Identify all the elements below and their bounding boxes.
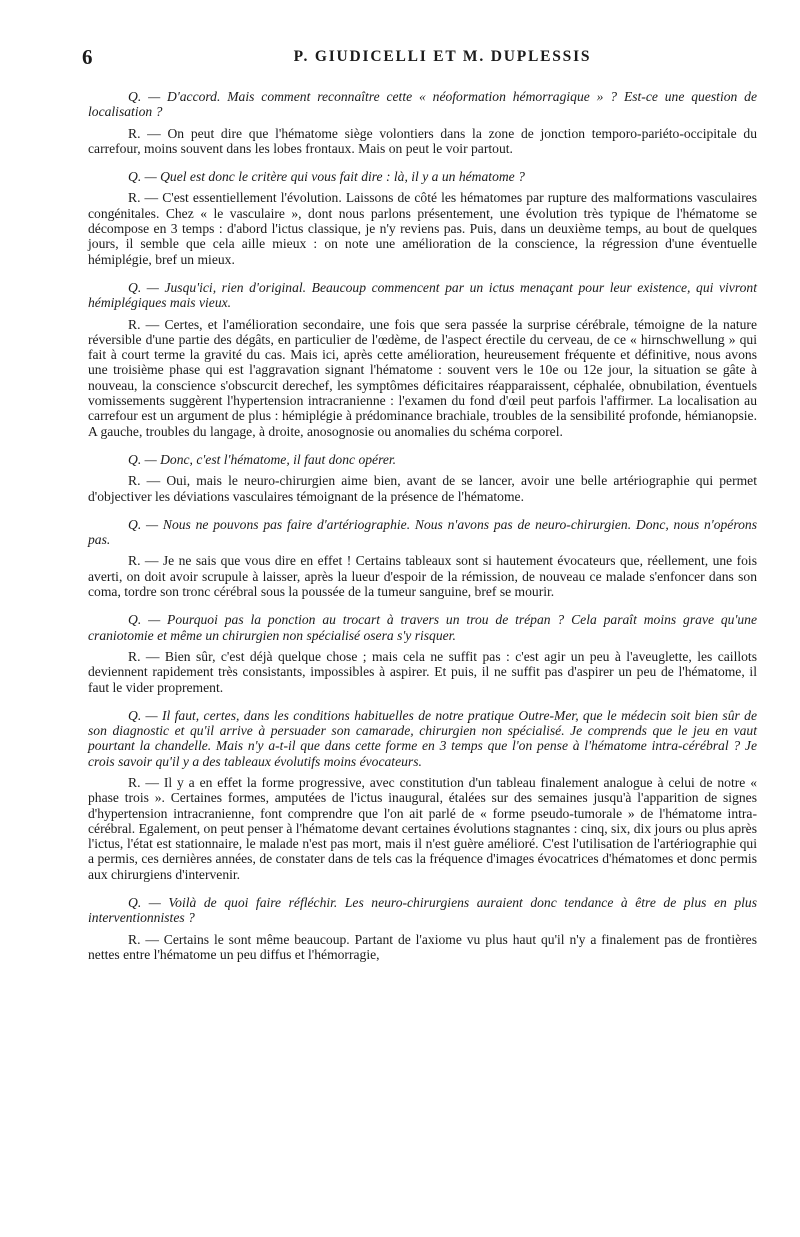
question-paragraph: Q. — Donc, c'est l'hématome, il faut donc opérer. [128,451,397,467]
answer-paragraph: R. — On peut dire que l'hématome siège volontiers dans la zone de jonction temporo-pariéto-occipitale du carrefour, moins souvent dans les lobes frontaux. Mais on peut le voir partout. [88,125,757,156]
question-paragraph: Q. — Jusqu'ici, rien d'original. Beaucoup commencent par un ictus menaçant pour leur existence, qui vivront hémiplégiques mais vieux. [88,279,757,311]
page-header [82,0,757,90]
answer-paragraph: R. — Il y a en effet la forme progressive, avec constitution d'un tableau finalement analogue à celui de notre « phase trois ». Certaines formes, amputées de l'ictus inaugural, étalées sur des semaines jusqu'à l'apparition de signes d'hypertension intracranienne, font comprendre que l'on ait parlé de « forme pseudo-tumorale » de l'hématome intra-cérébral. Egalement, on peut penser à l'hématome devant certaines évolutions stagnantes : cinq, six, dix jours ou plus après l'ictus, l'état est stationnaire, le malade n'est pas mort, mais il n'est guère amélioré. C'est l'utilisation de l'artériographie qui a permis, ces dernières années, de constater dans de tels cas la fréquence d'images évocatrices d'hématomes et donc permis aux chirurgiens d'intervenir. [88,774,757,882]
article-body [88,89,757,962]
question-paragraph: Q. — Voilà de quoi faire réfléchir. Les neuro-chirurgiens auraient donc tendance à être de plus en plus interventionnistes ? [88,895,757,926]
question-paragraph: Q. — Nous ne pouvons pas faire d'artériographie. Nous n'avons pas de neuro-chirurgien. Donc, nous n'opérons pas. [88,516,757,548]
answer-paragraph: R. — Je ne sais que vous dire en effet ! Certains tableaux sont si hautement évocateurs que, réellement, une fois averti, on doit avoir scrupule à laisser, après la lueur d'espoir de la rémission, de nouveau ce malade s'enfoncer dans son coma, tordre son tronc cérébral sous la poussée de la tumeur sanguine, bref se mourir. [88,553,757,600]
running-head: P. GIUDICELLI ET M. DUPLESSIS [293,48,592,65]
question-paragraph: Q. — D'accord. Mais comment reconnaître cette « néoformation hémorragique » ? Est-ce une question de localisation ? [88,89,757,120]
question-paragraph: Q. — Quel est donc le critère qui vous fait dire : là, il y a un hématome ? [128,169,525,185]
answer-paragraph: R. — Certes, et l'amélioration secondaire, une fois que sera passée la surprise cérébrale, témoigne de la nature réversible d'une partie des dégâts, en particulier de l'œdème, de l'aspect érectile du cerveau, de ce « hirnschwellung » qui fait à court terme la gravité du cas. Mais ici, après cette amélioration, heureusement fréquente et définitive, nous avons une troisième phase qui est l'aggravation signant l'hématome : souvent vers le 10e ou 12e jour, la situation se gâte à nouveau, la conscience s'obscurcit derechef, les symptômes déficitaires réapparaissent, céphalée, obnubilation, éventuels vomissements suggèrent l'hypertension intracranienne : l'examen du fond d'œil peut parfois l'affirmer. La localisation au carrefour est un argument de plus : hémiplégie à prédominance brachiale, troubles de la sensibilité profonde, hémianopsie. A gauche, troubles du langage, à droite, anosognosie ou anomalies du schéma corporel. [88,316,757,439]
question-paragraph: Q. — Il faut, certes, dans les conditions habituelles de notre pratique Outre-Mer, que le médecin soit bien sûr de son diagnostic et qu'il arrive à persuader son camarade, chirurgien non spécialisé. Je comprends que le jeu en vaut pourtant la chandelle. Mais n'y a-t-il que dans cette forme en 3 temps que l'on pense à l'hématome intra-cérébral ? Je crois savoir qu'il y a des tableaux évolutifs moins évocateurs. [88,707,757,769]
answer-paragraph: R. — Certains le sont même beaucoup. Partant de l'axiome vu plus haut qu'il n'y a finalement pas de frontières nettes entre l'hématome un peu diffus et l'hémorragie, [88,931,757,962]
page-number: 6 [82,45,93,69]
answer-paragraph: R. — Bien sûr, c'est déjà quelque chose ; mais cela ne suffit pas : c'est agir un peu à l'aveuglette, les caillots deviennent rapidement très consistants, impossibles à aspirer. Et puis, il ne suffit pas d'aspirer un peu de l'hématome, il faut le vider proprement. [88,648,757,695]
answer-paragraph: R. — Oui, mais le neuro-chirurgien aime bien, avant de se lancer, avoir une belle artériographie qui permet d'objectiver les déviations vasculaires témoignant de la présence de l'hématome. [88,473,757,504]
answer-paragraph: R. — C'est essentiellement l'évolution. Laissons de côté les hématomes par rupture des malformations vasculaires congénitales. Chez « le vasculaire », dont nous parlons présentement, une évolution très typique de l'hématome se décompose en 3 temps : d'abord l'ictus classique, je n'y reviens pas. Puis, dans un deuxième temps, au bout de quelques jours, il semble que cela aille mieux : on note une amélioration de la conscience, la régression d'une éventuelle hémiplégie, bref un mieux. [88,190,757,267]
question-paragraph: Q. — Pourquoi pas la ponction au trocart à travers un trou de trépan ? Cela paraît moins grave qu'une craniotomie et même un chirurgien non spécialisé osera s'y risquer. [88,612,757,643]
